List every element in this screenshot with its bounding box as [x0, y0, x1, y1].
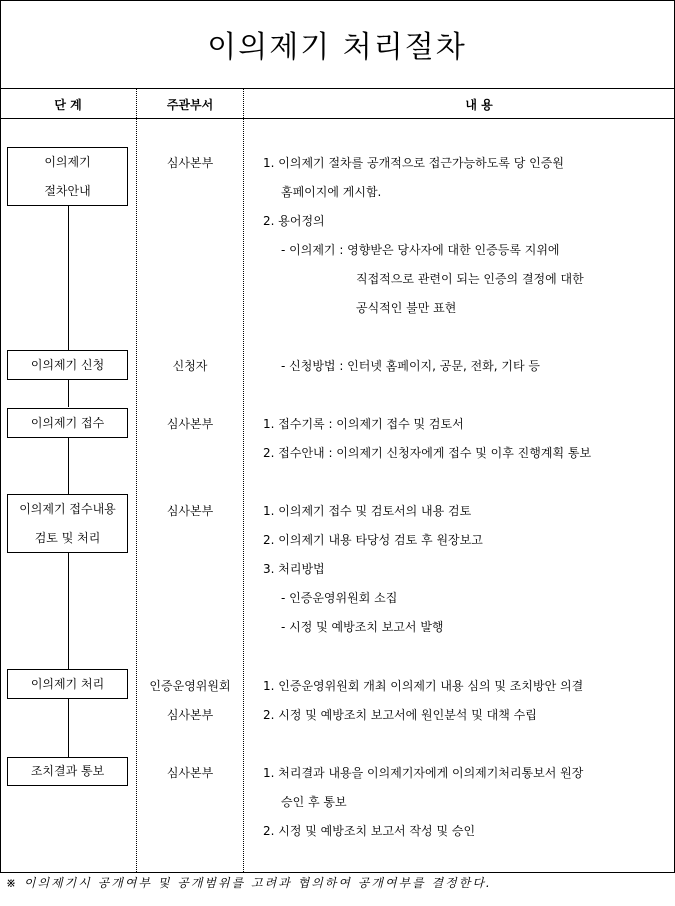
- content-line: - 인증운영위원회 소집: [281, 591, 398, 605]
- content-line: 1. 접수기록 : 이의제기 접수 및 검토서: [263, 417, 464, 431]
- dept-step-5-line-2: [137, 706, 243, 723]
- stage-label: 이의제기: [44, 154, 91, 169]
- dept-step-3: [137, 415, 243, 432]
- content-line: 1. 인증운영위원회 개최 이의제기 내용 심의 및 조치방안 의결: [263, 679, 584, 693]
- dept-label: 신청자: [172, 359, 208, 373]
- dept-step-2: [137, 357, 243, 374]
- dept-label: 심사본부: [166, 504, 214, 518]
- stage-label: 이의제기 처리: [30, 676, 105, 691]
- stage-box-procedure-guide: [7, 147, 128, 206]
- content-line: - 이의제기 : 영향받은 당사자에 대한 인증등록 지위에: [281, 243, 560, 257]
- dept-label: 심사본부: [166, 708, 214, 722]
- content-line: 1. 이의제기 절차를 공개적으로 접근가능하도록 당 인증원: [263, 156, 564, 170]
- header-stage: 단 계: [54, 97, 82, 112]
- stage-box-result-notice: [7, 757, 128, 786]
- dept-label: 심사본부: [166, 417, 214, 431]
- stage-box-processing: [7, 669, 128, 699]
- stage-label: 절차안내: [44, 183, 91, 198]
- flow-connector: [68, 379, 69, 407]
- header-bottom-rule: [0, 118, 674, 119]
- content-line: 1. 처리결과 내용을 이의제기자에게 이의제기처리통보서 원장: [263, 766, 584, 780]
- stage-label: 이의제기 접수내용: [19, 501, 116, 516]
- dept-step-5-line-1: [137, 677, 243, 694]
- dept-step-1: [137, 154, 243, 171]
- column-divider-2: [243, 89, 244, 872]
- content-line: 공식적인 불만 표현: [356, 301, 457, 315]
- stage-label: 이의제기 신청: [30, 357, 105, 372]
- footnote: ※ 이의제기시 공개여부 및 공개범위를 고려과 협의하여 공개여부를 결정한다.: [6, 876, 492, 890]
- dept-label: 심사본부: [166, 156, 214, 170]
- content-line: 1. 이의제기 접수 및 검토서의 내용 검토: [263, 504, 472, 518]
- flow-connector: [68, 437, 69, 494]
- dept-label: 심사본부: [166, 766, 214, 780]
- flow-connector: [68, 698, 69, 757]
- content-line: 2. 시정 및 예방조치 보고서 작성 및 승인: [263, 824, 476, 838]
- header-content: 내 용: [465, 97, 493, 112]
- content-line: - 신청방법 : 인터넷 홈페이지, 공문, 전화, 기타 등: [281, 359, 540, 373]
- stage-box-review: [7, 494, 128, 553]
- content-line: 홈페이지에 게시함.: [281, 185, 382, 199]
- content-line: 승인 후 통보: [281, 795, 347, 809]
- dept-step-6: [137, 764, 243, 781]
- content-line: 2. 시정 및 예방조치 보고서에 원인분석 및 대책 수립: [263, 708, 537, 722]
- column-divider-1: [136, 89, 137, 872]
- flow-connector: [68, 205, 69, 350]
- content-line: 2. 이의제기 내용 타당성 검토 후 원장보고: [263, 533, 483, 547]
- dept-step-4: [137, 502, 243, 519]
- stage-box-receipt: [7, 408, 128, 438]
- stage-label: 이의제기 접수: [30, 415, 105, 430]
- content-line: 2. 접수안내 : 이의제기 신청자에게 접수 및 이후 진행계획 통보: [263, 446, 592, 460]
- stage-label: 검토 및 처리: [34, 530, 101, 545]
- flow-connector: [68, 552, 69, 669]
- content-line: - 시정 및 예방조치 보고서 발행: [281, 620, 444, 634]
- header-top-rule: [0, 88, 674, 89]
- stage-box-application: [7, 350, 128, 380]
- stage-label: 조치결과 통보: [30, 764, 105, 778]
- dept-label: 인증운영위원회: [149, 679, 231, 693]
- content-line: 2. 용어정의: [263, 214, 325, 228]
- page-title: 이의제기 처리절차: [207, 30, 467, 65]
- header-dept: 주관부서: [166, 97, 214, 112]
- content-line: 직접적으로 관련이 되는 인증의 결정에 대한: [356, 272, 584, 286]
- content-line: 3. 처리방법: [263, 562, 325, 576]
